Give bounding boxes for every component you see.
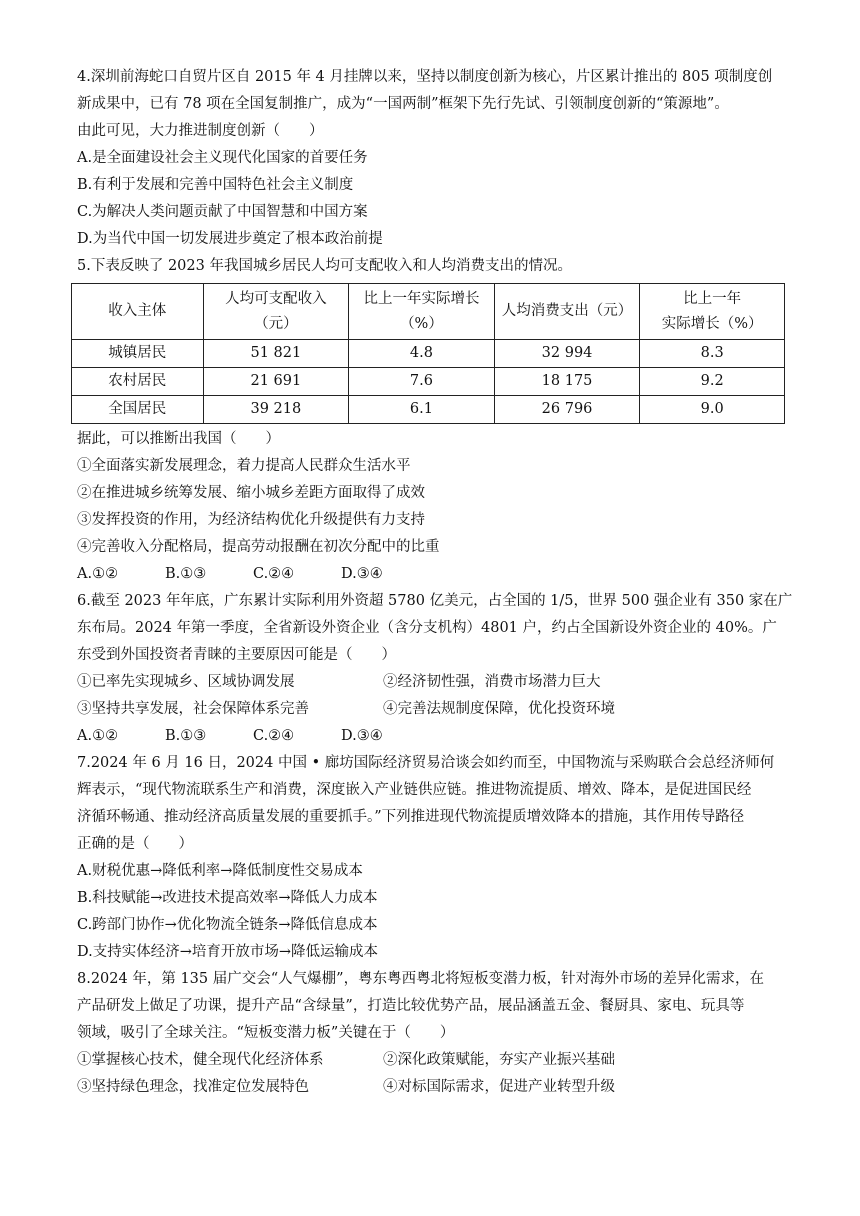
question-stem: 4.深圳前海蛇口自贸片区自 2015 年 4 月挂牌以来，坚持以制度创新为核心，片区累计推出的 805 项制度创 — [77, 69, 773, 85]
statement-row — [77, 1047, 789, 1074]
choice-b: B.①③ — [165, 566, 207, 582]
question-6 — [77, 588, 793, 750]
question-8 — [77, 966, 789, 1101]
table-cell: 4.8 — [349, 340, 495, 368]
question-5 — [77, 253, 789, 588]
choice-a: A.①② — [77, 728, 119, 744]
income-table — [71, 283, 785, 424]
question-7 — [77, 750, 789, 966]
statement-item: ②深化政策赋能，夯实产业振兴基础 — [383, 1052, 615, 1068]
statement-item: ③坚持共享发展，社会保障体系完善 — [77, 701, 309, 717]
option-a: A.财税优惠→降低利率→降低制度性交易成本 — [77, 863, 363, 879]
choice-c: C.②④ — [253, 566, 295, 582]
question-stem: 5.下表反映了 2023 年我国城乡居民人均可支配收入和人均消费支出的情况。 — [77, 258, 572, 274]
question-stem: 东布局。2024 年第一季度，全省新设外资企业（含分支机构）4801 户，约占全国新设外资企业的 40%。广 — [77, 620, 777, 636]
table-cell: 32 994 — [494, 340, 640, 368]
statement-item: ①已率先实现城乡、区域协调发展 — [77, 674, 295, 690]
table-cell: 21 691 — [203, 368, 349, 396]
choice-c: C.②④ — [253, 728, 295, 744]
question-prompt: 据此，可以推断出我国（ ） — [77, 431, 280, 447]
table-row — [72, 340, 785, 368]
table-row — [72, 368, 785, 396]
exam-page — [77, 64, 793, 1101]
option-c: C.为解决人类问题贡献了中国智慧和中国方案 — [77, 204, 368, 220]
table-cell: 城镇居民 — [72, 340, 204, 368]
question-stem: 济循环畅通、推动经济高质量发展的重要抓手。”下列推进现代物流提质增效降本的措施，其作用传导路径 — [77, 809, 745, 825]
table-cell: 全国居民 — [72, 396, 204, 424]
choice-a: A.①② — [77, 566, 119, 582]
question-stem: 产品研发上做足了功课，提升产品“含绿量”，打造比较优势产品，展品涵盖五金、餐厨具、家电、玩具等 — [77, 998, 745, 1014]
header-cell: 人均可支配收入 （元） — [203, 284, 349, 340]
statement-item: ③发挥投资的作用，为经济结构优化升级提供有力支持 — [77, 512, 425, 528]
option-b: B.有利于发展和完善中国特色社会主义制度 — [77, 177, 354, 193]
statement-item: ①全面落实新发展理念，着力提高人民群众生活水平 — [77, 458, 411, 474]
table-cell: 6.1 — [349, 396, 495, 424]
statement-item: ④完善法规制度保障，优化投资环境 — [383, 701, 615, 717]
table-cell: 8.3 — [640, 340, 785, 368]
choice-d: D.③④ — [341, 566, 383, 582]
table-header-row — [72, 284, 785, 340]
table-cell: 18 175 — [494, 368, 640, 396]
option-d: D.为当代中国一切发展进步奠定了根本政治前提 — [77, 231, 383, 247]
header-cell: 人均消费支出（元） — [494, 284, 640, 340]
table-cell: 7.6 — [349, 368, 495, 396]
option-b: B.科技赋能→改进技术提高效率→降低人力成本 — [77, 890, 378, 906]
table-cell: 51 821 — [203, 340, 349, 368]
question-stem: 辉表示，“现代物流联系生产和消费，深度嵌入产业链供应链。推进物流提质、增效、降本，是促进国民经 — [77, 782, 752, 798]
statement-item: ②在推进城乡统筹发展、缩小城乡差距方面取得了成效 — [77, 485, 425, 501]
table-cell: 26 796 — [494, 396, 640, 424]
header-cell: 收入主体 — [72, 284, 204, 340]
table-cell: 农村居民 — [72, 368, 204, 396]
question-stem: 正确的是（ ） — [77, 836, 193, 852]
table-cell: 9.0 — [640, 396, 785, 424]
statement-item: ②经济韧性强，消费市场潜力巨大 — [383, 674, 601, 690]
table-cell: 9.2 — [640, 368, 785, 396]
question-stem: 6.截至 2023 年年底，广东累计实际利用外资超 5780 亿美元，占全国的 1/5，世界 500 强企业有 350 家在广 — [77, 593, 793, 609]
statement-item: ③坚持绿色理念，找准定位发展特色 — [77, 1079, 309, 1095]
statement-row — [77, 696, 789, 723]
question-stem: 东受到外国投资者青睐的主要原因可能是（ ） — [77, 647, 396, 663]
statement-item: ①掌握核心技术，健全现代化经济体系 — [77, 1052, 324, 1068]
question-stem: 领域，吸引了全球关注。“短板变潜力板”关键在于（ ） — [77, 1025, 455, 1041]
answer-choices — [77, 723, 789, 750]
choice-d: D.③④ — [341, 728, 383, 744]
header-cell: 比上一年实际增长 （%） — [349, 284, 495, 340]
answer-choices — [77, 561, 789, 588]
header-cell: 比上一年 实际增长（%） — [640, 284, 785, 340]
statement-item: ④对标国际需求，促进产业转型升级 — [383, 1079, 615, 1095]
statement-row — [77, 1074, 789, 1101]
table-row — [72, 396, 785, 424]
question-stem: 8.2024 年，第 135 届广交会“人气爆棚”，粤东粤西粤北将短板变潜力板，针对海外市场的差异化需求，在 — [77, 971, 765, 987]
statement-item: ④完善收入分配格局，提高劳动报酬在初次分配中的比重 — [77, 539, 440, 555]
question-stem: 由此可见，大力推进制度创新（ ） — [77, 123, 324, 139]
question-stem: 新成果中，已有 78 项在全国复制推广，成为“一国两制”框架下先行先试、引领制度创新的“策源地”。 — [77, 96, 729, 112]
question-4 — [77, 64, 789, 253]
question-stem: 7.2024 年 6 月 16 日，2024 中国 • 廊坊国际经济贸易洽谈会如约而至，中国物流与采购联合会总经济师何 — [77, 755, 775, 771]
option-c: C.跨部门协作→优化物流全链条→降低信息成本 — [77, 917, 378, 933]
option-a: A.是全面建设社会主义现代化国家的首要任务 — [77, 150, 368, 166]
option-d: D.支持实体经济→培育开放市场→降低运输成本 — [77, 944, 379, 960]
choice-b: B.①③ — [165, 728, 207, 744]
table-cell: 39 218 — [203, 396, 349, 424]
statement-row — [77, 669, 789, 696]
